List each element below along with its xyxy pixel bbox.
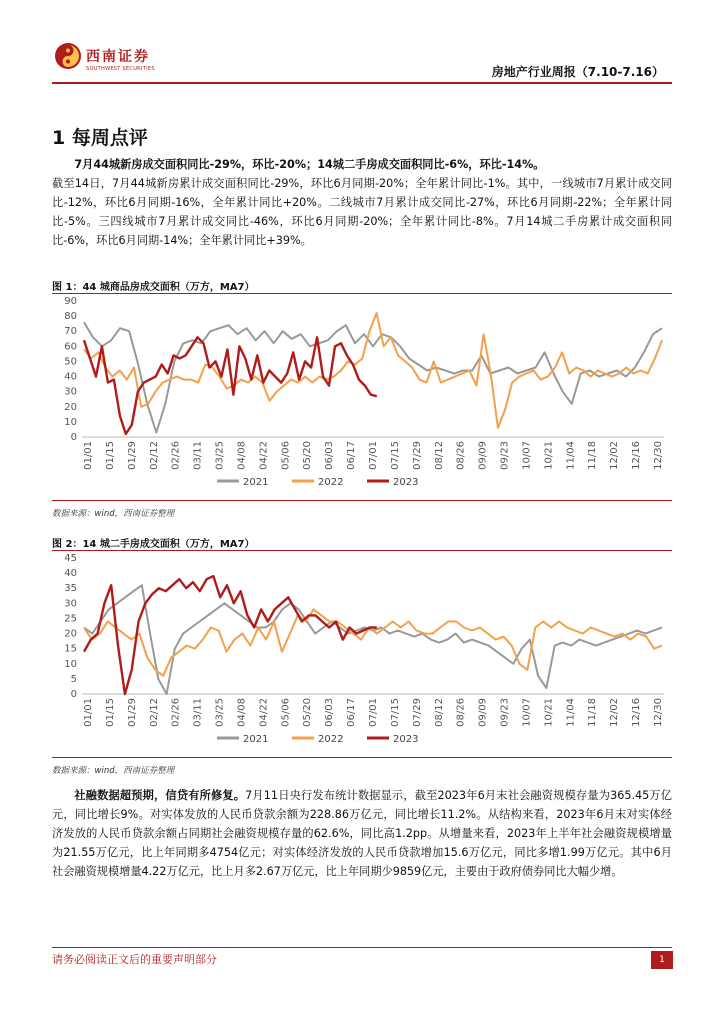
x-tick-label: 05/20 xyxy=(302,441,314,470)
figure-1-source: 数据来源：wind，西南证券整理 xyxy=(52,509,175,519)
x-tick-label: 01/15 xyxy=(104,698,116,727)
paragraph-2-body: 7月11日央行发布统计数据显示，截至2023年6月末社会融资规模存量为365.45万亿元，同比增长9%。对实体发放的人民币贷款余额为228.86万亿元，同比增长11.2%。从结构来看，2023年6月末对实体经济发放的人民币贷款余额占同期社会融资规模存量的62.6%，同比高1.2pp。从增量来看，2023年上半年社会融资规模增量为21.55万亿元，比上年同期多4754亿元；对实体经济发放的人民币贷款增加15.6万亿元，同比多增1.99万亿元。其中6月社会融资规模增量4.22万亿元，比上月多2.67万亿元，比上年同期少9859亿元，主要由于政府债券同比大幅少增。 xyxy=(52,789,672,878)
y-tick-label: 30 xyxy=(64,598,77,610)
x-tick-label: 07/15 xyxy=(389,698,401,727)
y-tick-label: 50 xyxy=(64,356,77,368)
x-tick-label: 06/03 xyxy=(324,441,336,470)
x-tick-label: 11/04 xyxy=(565,698,577,727)
x-tick-label: 09/23 xyxy=(499,698,511,727)
x-tick-label: 09/09 xyxy=(477,698,489,727)
logo-mark xyxy=(54,42,82,70)
y-tick-label: 35 xyxy=(64,583,77,595)
x-tick-label: 04/08 xyxy=(236,698,248,727)
paragraph-social-financing xyxy=(52,786,672,881)
section-title: 1 每周点评 xyxy=(52,127,148,149)
legend-label-2022: 2022 xyxy=(318,734,344,745)
y-tick-label: 40 xyxy=(64,568,77,580)
footer-divider xyxy=(52,947,672,948)
x-tick-label: 12/16 xyxy=(631,698,643,727)
y-tick-label: 40 xyxy=(64,371,77,383)
report-title: 房地产行业周报（7.10-7.16） xyxy=(491,65,664,79)
paragraph-lead: 7月44城新房成交面积同比-29%，环比-20%；14城二手房成交面积同比-6%，环比-14%。 xyxy=(74,158,545,171)
y-tick-label: 10 xyxy=(64,416,77,428)
x-tick-label: 09/09 xyxy=(477,441,489,470)
x-tick-label: 03/25 xyxy=(214,698,226,727)
x-tick-label: 08/26 xyxy=(455,441,467,470)
x-tick-label: 06/03 xyxy=(324,698,336,727)
x-tick-label: 09/23 xyxy=(499,441,511,470)
x-tick-label: 02/12 xyxy=(148,441,160,470)
x-tick-label: 07/29 xyxy=(411,698,423,727)
x-tick-label: 05/20 xyxy=(302,698,314,727)
y-tick-label: 15 xyxy=(64,643,77,655)
y-tick-label: 0 xyxy=(70,432,77,443)
legend-label-2021: 2021 xyxy=(243,734,269,745)
x-tick-label: 03/11 xyxy=(192,698,204,727)
x-tick-label: 11/18 xyxy=(587,698,599,727)
series-line-2021 xyxy=(84,322,662,432)
y-tick-label: 90 xyxy=(64,296,77,307)
legend-label-2023: 2023 xyxy=(393,734,419,745)
y-tick-label: 5 xyxy=(70,673,77,685)
x-tick-label: 11/18 xyxy=(587,441,599,470)
paragraph-2-lead: 社融数据超预期，信贷有所修复。 xyxy=(74,789,246,802)
y-tick-label: 20 xyxy=(64,628,77,640)
x-tick-label: 05/06 xyxy=(280,698,292,727)
x-tick-label: 04/08 xyxy=(236,441,248,470)
legend-label-2021: 2021 xyxy=(243,477,269,488)
x-tick-label: 12/02 xyxy=(609,698,621,727)
x-tick-label: 01/15 xyxy=(104,441,116,470)
legend-label-2022: 2022 xyxy=(318,477,344,488)
series-line-2022 xyxy=(84,313,662,428)
x-tick-label: 06/17 xyxy=(346,698,358,727)
x-tick-label: 07/01 xyxy=(368,441,379,470)
paragraph-weekly-review xyxy=(52,155,672,250)
x-tick-label: 03/25 xyxy=(214,441,226,470)
x-tick-label: 07/29 xyxy=(411,441,423,470)
series-line-2021 xyxy=(84,585,662,694)
footer-notice: 请务必阅读正文后的重要声明部分 xyxy=(52,953,217,966)
y-tick-label: 20 xyxy=(64,401,77,413)
x-tick-label: 10/21 xyxy=(543,698,555,727)
y-tick-label: 80 xyxy=(64,311,77,323)
x-tick-label: 02/12 xyxy=(148,698,160,727)
x-tick-label: 02/26 xyxy=(170,698,182,727)
figure-2-rule xyxy=(52,550,672,551)
x-tick-label: 10/21 xyxy=(543,441,555,470)
x-tick-label: 12/30 xyxy=(653,698,664,727)
page-number: 1 xyxy=(651,951,673,969)
paragraph-body: 截至14日，7月44城新房累计成交面积同比-29%，环比6月同期-20%；全年累计同比-1%。其中，一线城市7月累计成交同比-12%，环比6月同期-16%，全年累计同比+20%。二线城市7月累计成交同比-27%，环比6月同期-22%；全年累计同比-5%。三四线城市7月累计成交同比-46%，环比6月同期-20%；全年累计同比-8%。7月14城二手房累计成交面积同比-6%，环比6月同期-14%；全年累计同比+39%。 xyxy=(52,177,672,247)
figure-2-source: 数据来源：wind，西南证券整理 xyxy=(52,766,175,776)
figure-1-bottom-rule xyxy=(52,500,672,501)
x-tick-label: 05/06 xyxy=(280,441,292,470)
x-tick-label: 08/26 xyxy=(455,698,467,727)
y-tick-label: 45 xyxy=(64,553,77,564)
x-tick-label: 12/02 xyxy=(609,441,621,470)
x-tick-label: 08/12 xyxy=(433,441,445,470)
figure-1-rule xyxy=(52,293,672,294)
x-tick-label: 10/07 xyxy=(521,441,533,470)
y-tick-label: 10 xyxy=(64,658,77,670)
legend-label-2023: 2023 xyxy=(393,477,419,488)
x-tick-label: 03/11 xyxy=(192,441,204,470)
x-tick-label: 10/07 xyxy=(521,698,533,727)
x-tick-label: 07/01 xyxy=(368,698,379,727)
y-tick-label: 25 xyxy=(64,613,77,625)
x-tick-label: 04/22 xyxy=(258,441,270,470)
chart-44-city-new-home xyxy=(52,295,672,495)
figure-2-bottom-rule xyxy=(52,757,672,758)
x-tick-label: 04/22 xyxy=(258,698,270,727)
x-tick-label: 12/30 xyxy=(653,441,664,470)
series-line-2023 xyxy=(84,576,377,694)
x-tick-label: 01/29 xyxy=(126,698,138,727)
x-tick-label: 01/29 xyxy=(126,441,138,470)
x-tick-label: 12/16 xyxy=(631,441,643,470)
series-line-2023 xyxy=(84,337,377,434)
x-tick-label: 08/12 xyxy=(433,698,445,727)
y-tick-label: 70 xyxy=(64,326,77,338)
y-tick-label: 30 xyxy=(64,386,77,398)
figure-1-title: 图 1：44 城商品房成交面积（万方，MA7） xyxy=(52,282,255,293)
x-tick-label: 01/01 xyxy=(83,698,94,727)
x-tick-label: 11/04 xyxy=(565,441,577,470)
y-tick-label: 0 xyxy=(70,689,77,700)
x-tick-label: 01/01 xyxy=(83,441,94,470)
x-tick-label: 06/17 xyxy=(346,441,358,470)
x-tick-label: 07/15 xyxy=(389,441,401,470)
logo-text-en: SOUTHWEST SECURITIES xyxy=(86,66,155,72)
chart-14-city-resale-home xyxy=(52,552,672,752)
x-tick-label: 02/26 xyxy=(170,441,182,470)
y-tick-label: 60 xyxy=(64,341,77,353)
header-divider xyxy=(52,82,672,84)
figure-2-title: 图 2：14 城二手房成交面积（万方，MA7） xyxy=(52,539,255,550)
logo-text-cn: 西南证券 xyxy=(86,49,150,65)
